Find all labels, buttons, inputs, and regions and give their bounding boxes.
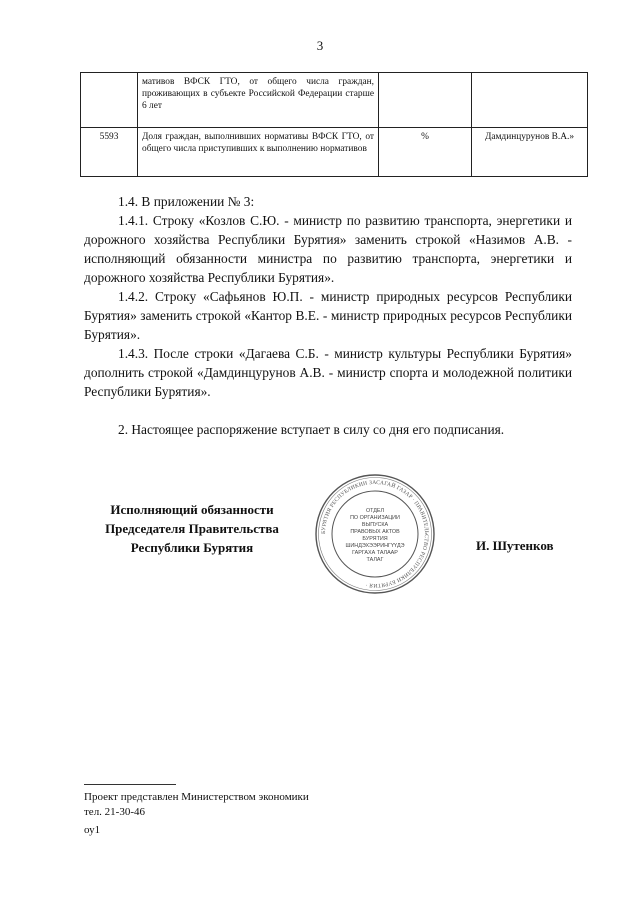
row-responsible-cell: [472, 73, 588, 128]
footnote-line: Проект представлен Министерством экономики: [84, 791, 309, 803]
paragraph-1-4-3: 1.4.3. После строки «Дагаева С.Б. - министр культуры Республики Бурятия» дополнить строкой «Дамдинцурунов А.В. - министр спорта и молодежной политики Республики Бурятия».: [84, 346, 572, 399]
page-number: 3: [316, 38, 324, 53]
row-text-cell: мативов ВФСК ГТО, от общего числа граждан, проживающих в субъекте Российской Федерации старше 6 лет: [138, 73, 379, 128]
document-body: [84, 192, 572, 439]
row-number-cell: 5593: [81, 128, 138, 177]
signer-title-line: Председателя Правительства: [105, 521, 279, 536]
table-row: [81, 128, 588, 177]
row-responsible-cell: Дамдинцурунов В.А.»: [472, 128, 588, 177]
seal-inner-line: ПО ОРГАНИЗАЦИИ: [350, 515, 400, 521]
footnote: [84, 790, 309, 820]
official-seal: [313, 472, 437, 596]
seal-inner-line: БУРЯТИЯ: [362, 536, 388, 542]
footnote-phone: тел. 21-30-46: [84, 806, 146, 818]
indicators-table: [80, 72, 588, 177]
seal-inner-line: ГАРГАХА ТАЛААР: [352, 550, 398, 556]
document-code: оу1: [84, 824, 101, 836]
seal-inner-line: ШИНДЭХЭЭРИНГҮҮДЭ: [345, 543, 405, 549]
seal-inner-line: ВЫПУСКА: [361, 522, 389, 528]
row-unit-cell: [379, 73, 472, 128]
table-row: [81, 73, 588, 128]
seal-inner-line: ПРАВОВЫХ АКТОВ: [350, 529, 400, 535]
paragraph-1-4-1: 1.4.1. Строку «Козлов С.Ю. - министр по развитию транспорта, энергетики и дорожного хозяйства Республики Бурятия» заменить строкой «Назимов А.В. - исполняющий обязанности министра по развитию транспорта, энергетики и дорожного хозяйства Республики Бурятия».: [84, 213, 572, 285]
paragraph-1-4-2: 1.4.2. Строку «Сафьянов Ю.П. - министр природных ресурсов Республики Бурятия» заменить строкой «Кантор В.Е. - министр природных ресурсов Республики Бурятия».: [84, 289, 572, 342]
seal-inner-line: ТАЛАГ: [366, 557, 384, 563]
signer-name: И. Шутенков: [476, 538, 554, 553]
signer-title-line: Республики Бурятия: [130, 540, 254, 555]
paragraph-2: 2. Настоящее распоряжение вступает в силу со дня его подписания.: [118, 422, 505, 437]
seal-ring-text: БУРЯТИЯ РЕСПУБЛИКИН ЗАСАГАЙ ГАЗАР · ПРАВИТЕЛЬСТВО РЕСПУБЛИКИ БУРЯТИЯ ·: [320, 479, 430, 589]
signer-title: [84, 500, 300, 557]
signer-title-line: Исполняющий обязанности: [110, 502, 274, 517]
row-unit-cell: %: [379, 128, 472, 177]
footnote-divider: [84, 784, 176, 785]
paragraph-1-4: 1.4. В приложении № 3:: [118, 194, 255, 209]
row-text-cell: Доля граждан, выполнивших нормативы ВФСК ГТО, от общего числа приступивших к выполнению нормативов: [138, 128, 379, 177]
row-number-cell: [81, 73, 138, 128]
seal-inner-line: ОТДЕЛ: [365, 508, 385, 514]
